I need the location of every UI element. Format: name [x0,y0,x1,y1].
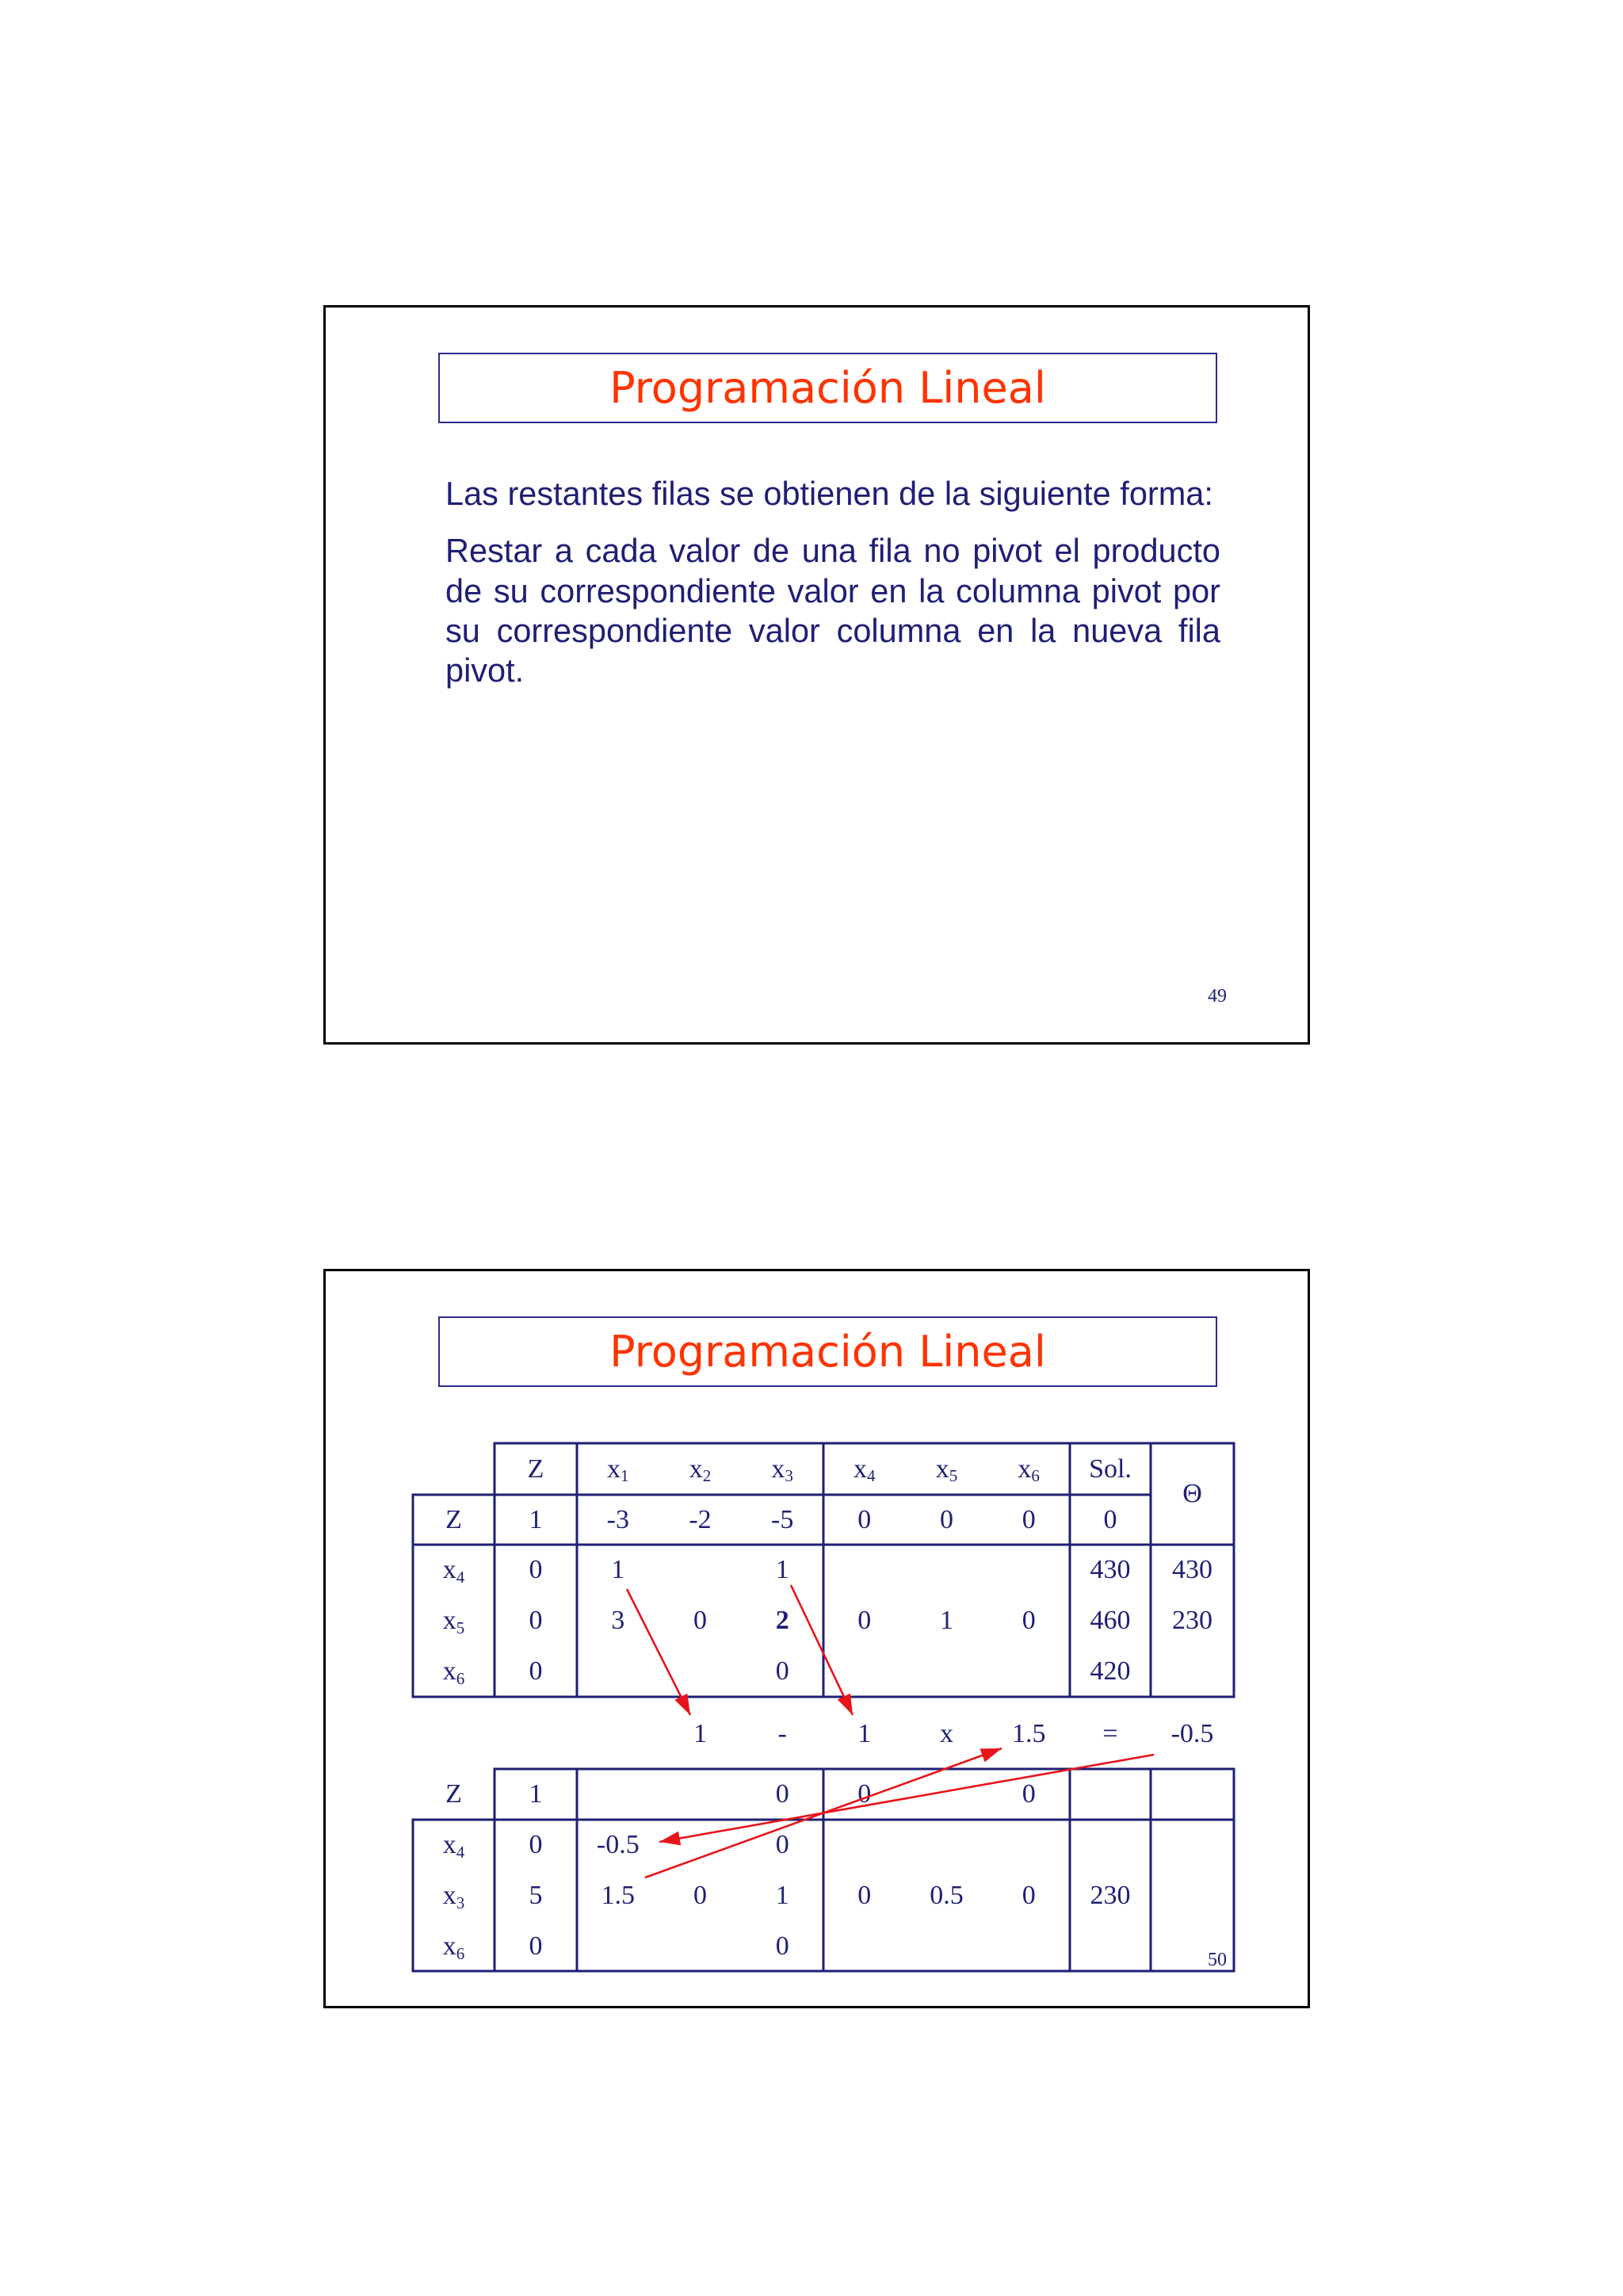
bottom-table-cell: 0 [775,1779,789,1809]
top-table-cell: 0 [529,1555,543,1584]
bottom-table-cell: -0.5 [596,1830,640,1859]
pivot-operation-term: 1.5 [1011,1719,1046,1748]
top-table-header-cell: Z [527,1454,544,1484]
top-table-header-cell-subscript: 3 [785,1466,793,1486]
pivot-operation-term: = [1102,1719,1118,1748]
top-table-cell: 0 [1103,1504,1117,1534]
bottom-table-cell: 1 [775,1881,789,1910]
top-table-row-label-text: x [442,1555,456,1584]
bottom-table-cell: 0 [857,1881,872,1910]
top-table-header-cell-text: x [689,1454,703,1484]
pivot-element [776,1607,789,1634]
bottom-table-cell: 0 [529,1931,543,1961]
pivot-operation-term: 1 [857,1719,872,1748]
bottom-table-cell: 0.5 [930,1881,964,1910]
bottom-table-cell: 230 [1090,1881,1131,1910]
top-table-header-cell [689,1454,712,1486]
top-table-header-cell-subscript: 2 [702,1466,712,1486]
top-table-header-cell-subscript: 1 [621,1466,629,1486]
slide-title-box [438,353,1217,423]
bottom-table-cell: 0 [775,1931,789,1961]
top-table-cell: 0 [693,1606,707,1635]
top-table-header-cell-subscript: 4 [867,1466,876,1486]
intro-paragraph: Las restantes filas se obtienen de la siguiente forma: [445,475,1213,512]
top-table-header-cell-text: x [1018,1454,1032,1484]
top-table-header-cell-text: x [607,1454,621,1484]
slide-title: Programación Lineal [609,363,1046,413]
top-table-cell: 0 [529,1606,543,1635]
top-table-header-cell [854,1454,876,1486]
top-table-cell: 1 [775,1555,789,1584]
bottom-table-row-label [442,1881,465,1912]
top-table-cell: 0 [775,1656,789,1686]
top-table-header-cell-text: x [935,1454,949,1484]
top-table-cell: 230 [1172,1606,1212,1635]
bottom-table-row-label-subscript: 4 [456,1842,465,1862]
top-table-cell: 3 [611,1606,625,1635]
top-table-cell: 420 [1090,1656,1131,1686]
top-table-cell: 1 [529,1504,543,1534]
top-table-row-label-subscript: 5 [456,1618,465,1637]
top-table-header-cell [607,1454,629,1486]
bottom-table-cell: 0 [1022,1779,1036,1809]
top-table-cell: -5 [771,1504,794,1534]
bottom-table-cell: 1 [529,1779,543,1809]
bottom-table-row-label: Z [445,1779,462,1809]
bottom-table-cell: 1.5 [601,1881,636,1910]
bottom-table-row-label [442,1931,465,1963]
top-table-row-label [442,1656,465,1688]
top-table-row-label-subscript: 6 [456,1668,465,1688]
top-table-header-cell: Sol. [1089,1454,1132,1484]
top-table-header-cell-subscript: 5 [949,1466,958,1486]
top-table-cell: 460 [1090,1606,1131,1635]
top-table-row-label: Z [445,1504,462,1534]
top-table-header-cell [1018,1454,1040,1486]
bottom-table-cell: 0 [775,1830,789,1859]
top-table-row-label [442,1606,465,1637]
slide-49 [323,305,1310,1045]
top-table-cell: 0 [857,1606,872,1635]
bottom-table-row-label-text: x [442,1830,456,1859]
top-table-cell-text: 2 [775,1606,789,1635]
top-table-cell: 1 [940,1606,953,1635]
pivot-operation-term: x [940,1719,953,1748]
top-table-cell: 0 [1022,1606,1036,1635]
bottom-table-cell: 0 [529,1830,543,1859]
page-number: 50 [1208,1950,1227,1970]
top-table-row-label-text: x [442,1656,456,1686]
top-table-cell: 0 [857,1504,872,1534]
rule-paragraph: Restar a cada valor de una fila no pivot el producto de su correspondiente valor en la columna pivot por su correspondiente valor columna en la nueva fila pivot. [445,532,1220,690]
top-table-cell: 0 [529,1656,543,1686]
bottom-table-cell: 0 [1022,1881,1036,1910]
pivot-operation-term: - [777,1719,787,1748]
bottom-table-row-label-subscript: 3 [456,1893,465,1912]
pivot-operation-term: 1 [693,1719,707,1748]
top-table-cell: 430 [1090,1555,1131,1584]
top-table-row-label [442,1555,465,1587]
slide-body [445,474,1220,690]
top-table-header-cell-text: x [771,1454,785,1484]
top-table-cell: -3 [606,1504,629,1534]
top-table-header-cell [935,1454,958,1486]
bottom-table-row-label [442,1830,465,1862]
top-table-cell: 0 [1022,1504,1036,1534]
top-table-header-cell-subscript: 6 [1031,1466,1040,1486]
top-table-cell: -2 [689,1504,712,1534]
top-table-cell: 0 [940,1504,953,1534]
theta-header: Θ [1182,1479,1202,1508]
top-table-row-label-text: x [442,1606,456,1635]
slide-title: Programación Lineal [609,1327,1046,1377]
top-table-header-cell [771,1454,793,1486]
bottom-table-cell: 0 [693,1881,707,1910]
top-table-cell: 430 [1172,1555,1212,1584]
page-number: 49 [1208,986,1227,1007]
top-table-cell: 1 [611,1555,625,1584]
slide-50 [323,1269,1310,2008]
bottom-table-cell: 5 [529,1881,543,1910]
bottom-table-row-label-text: x [442,1931,456,1961]
bottom-table-row-label-text: x [442,1881,456,1910]
bottom-table-cell: 0 [857,1779,872,1809]
bottom-table-row-label-subscript: 6 [456,1943,465,1963]
pivot-operation-term: -0.5 [1170,1719,1214,1748]
simplex-tableau [326,1271,1308,2006]
top-table-row-label-subscript: 4 [456,1567,465,1587]
top-table-header-cell-text: x [854,1454,868,1484]
